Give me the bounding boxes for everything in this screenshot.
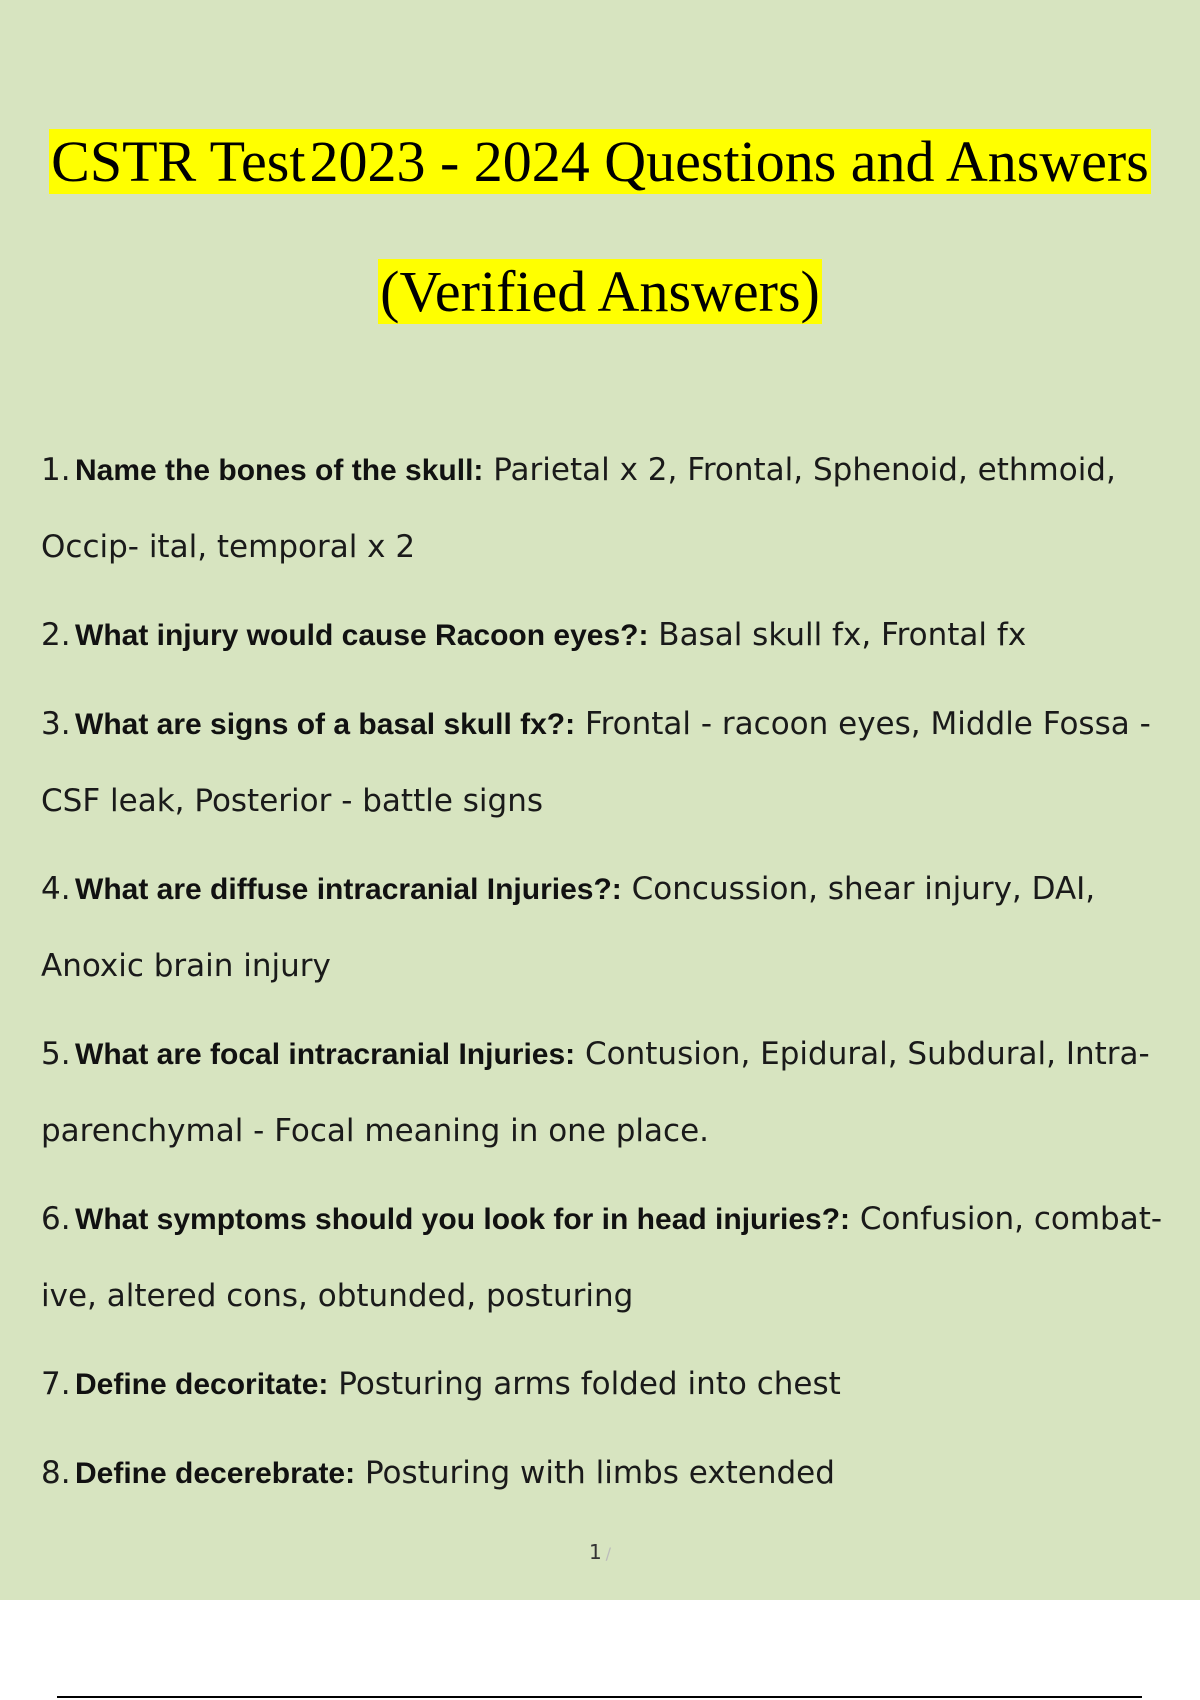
question-text: What are diffuse intracranial Injuries?: (75, 873, 622, 906)
item-number: 1. (41, 452, 71, 488)
qa-item (41, 1346, 1186, 1423)
item-number: 2. (41, 617, 71, 653)
qa-item (41, 597, 1186, 674)
question-answer-list (41, 432, 1186, 1524)
title-highlight-verified: (Verified Answers) (380, 259, 820, 324)
qa-item (41, 851, 1186, 1004)
footer-divider (57, 1696, 1142, 1698)
item-number: 7. (41, 1366, 71, 1402)
question-text: Define decerebrate: (75, 1457, 356, 1490)
item-number: 3. (41, 706, 71, 742)
question-text: Name the bones of the skull: (75, 454, 484, 487)
answer-text: Frontal - racoon eyes, Middle Fossa - CSF leak, Posterior - battle signs (41, 706, 1151, 819)
page-number-separator: / (605, 1544, 612, 1563)
item-number: 4. (41, 871, 71, 907)
document-title-line-1 (0, 129, 1200, 195)
qa-item (41, 1181, 1186, 1334)
item-number: 8. (41, 1455, 71, 1491)
answer-text: Contusion, Epidural, Subdural, Intra- parenchymal - Focal meaning in one place. (41, 1036, 1150, 1149)
question-text: What are signs of a basal skull fx?: (75, 708, 576, 741)
answer-text: Posturing with limbs extended (355, 1455, 835, 1491)
question-text: What injury would cause Racoon eyes?: (75, 619, 649, 652)
question-text: Define decoritate: (75, 1368, 329, 1401)
item-number: 6. (41, 1201, 71, 1237)
qa-item (41, 432, 1186, 585)
page-number-value: 1 (588, 1540, 602, 1564)
question-text: What symptoms should you look for in head injuries?: (75, 1203, 851, 1236)
document-title-line-2 (0, 259, 1200, 325)
question-text: What are focal intracranial Injuries: (75, 1038, 576, 1071)
answer-text: Concussion, shear injury, DAI, Anoxic brain injury (41, 871, 1096, 984)
answer-text: Posturing arms folded into chest (328, 1366, 841, 1402)
answer-text: Confusion, combat- ive, altered cons, obtunded, posturing (41, 1201, 1163, 1314)
qa-item (41, 1435, 1186, 1512)
page-number (0, 1540, 1200, 1564)
qa-item (41, 686, 1186, 839)
answer-text: Basal skull fx, Frontal fx (648, 617, 1027, 653)
qa-item (41, 1016, 1186, 1169)
title-highlight-part-1: CSTR Test (51, 129, 306, 194)
answer-text: Parietal x 2, Frontal, Sphenoid, ethmoid, Occip- ital, temporal x 2 (41, 452, 1116, 565)
title-highlight-part-2: 2023 - 2024 Questions and Answers (309, 129, 1149, 194)
item-number: 5. (41, 1036, 71, 1072)
